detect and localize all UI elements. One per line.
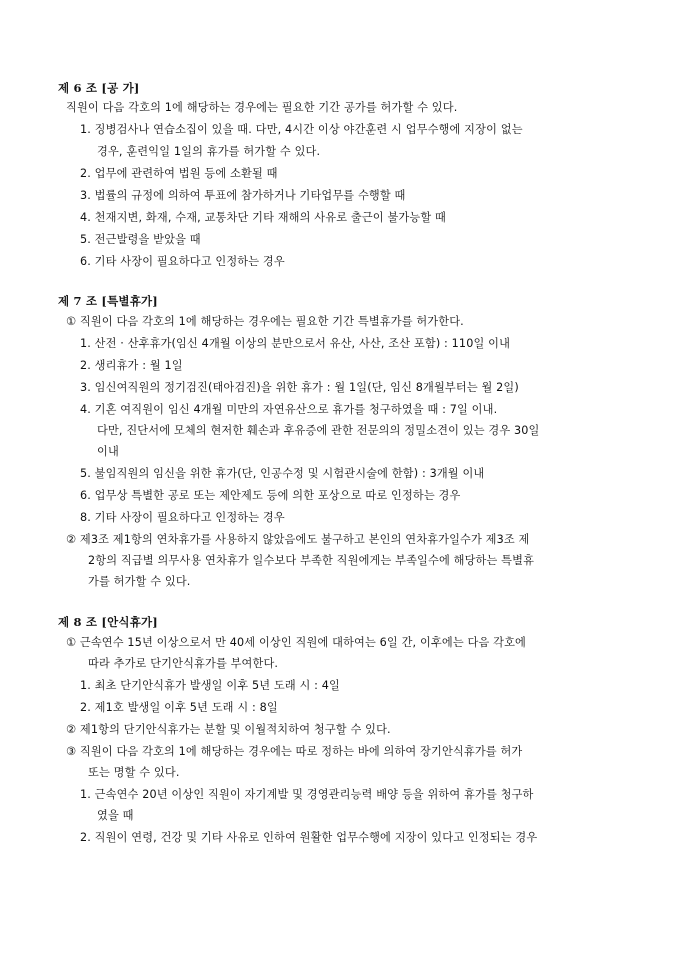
article-7-paragraph-2-continued: 2항의 직급별 의무사용 연차휴가 일수보다 부족한 직원에게는 부족일수에 해당하는 특별휴 [88,554,535,567]
article-7-item: 5. 불임직원의 임신을 위한 휴가(단, 인공수정 및 시험관시술에 한함) : 3개월 이내 [80,467,485,480]
article-7-item: 1. 산전 · 산후휴가(임신 4개월 이상의 분만으로서 유산, 사산, 조산 포함) : 110일 이내 [80,337,511,350]
article-7-item: 8. 기타 사장이 필요하다고 인정하는 경우 [80,511,285,524]
article-7-paragraph-1: ① 직원이 다음 각호의 1에 해당하는 경우에는 필요한 기간 특별휴가를 허가한다. [66,315,464,328]
article-8-item: 2. 직원이 연령, 건강 및 기타 사유로 인하여 원활한 업무수행에 지장이 있다고 인정되는 경우 [80,831,538,844]
article-8-item-continued: 였을 때 [97,809,134,822]
article-6-item: 3. 법률의 규정에 의하여 투표에 참가하거나 기타업무를 수행할 때 [80,189,406,202]
article-8-item: 1. 최초 단기안식휴가 발생일 이후 5년 도래 시 : 4일 [80,679,341,692]
article-7-item: 6. 업무상 특별한 공로 또는 제안제도 등에 의한 포상으로 따로 인정하는 경우 [80,489,461,502]
article-7-item-continued: 이내 [97,445,119,458]
article-8-item: 1. 근속연수 20년 이상인 직원이 자기계발 및 경영관리능력 배양 등을 위하여 휴가를 청구하 [80,788,534,801]
article-8-item: 2. 제1호 발생일 이후 5년 도래 시 : 8일 [80,701,278,714]
article-6-item: 2. 업무에 관련하여 법원 등에 소환될 때 [80,167,278,180]
article-7-paragraph-2-continued: 가를 허가할 수 있다. [88,575,191,588]
article-7-item: 2. 생리휴가 : 월 1일 [80,359,183,372]
article-6-item: 6. 기타 사장이 필요하다고 인정하는 경우 [80,255,285,268]
article-8-heading: 제 8 조 [안식휴가] [58,615,158,629]
article-6-item: 1. 징병검사나 연습소집이 있을 때. 다만, 4시간 이상 야간훈련 시 업무수행에 지장이 없는 [80,123,523,136]
article-7-paragraph-2: ② 제3조 제1항의 연차휴가를 사용하지 않았음에도 불구하고 본인의 연차휴가일수가 제3조 제 [66,533,530,546]
article-6-intro: 직원이 다음 각호의 1에 해당하는 경우에는 필요한 기간 공가를 허가할 수 있다. [66,101,458,114]
article-8-paragraph-1-continued: 따라 추가로 단기안식휴가를 부여한다. [88,657,279,670]
article-8-paragraph-1: ① 근속연수 15년 이상으로서 만 40세 이상인 직원에 대하여는 6일 간, 이후에는 다음 각호에 [66,636,526,649]
article-6-heading: 제 6 조 [공 가] [58,81,140,95]
article-6-item: 5. 전근발령을 받았을 때 [80,233,201,246]
article-7-heading: 제 7 조 [특별휴가] [58,294,158,308]
article-8-paragraph-3-continued: 또는 명할 수 있다. [88,766,180,779]
article-8-paragraph-3: ③ 직원이 다음 각호의 1에 해당하는 경우에는 따로 정하는 바에 의하여 장기안식휴가를 허가 [66,745,523,758]
article-6-item-continued: 경우, 훈련익일 1일의 휴가를 허가할 수 있다. [97,145,321,158]
article-7-item: 4. 기혼 여직원이 임신 4개월 미만의 자연유산으로 휴가를 청구하였을 때 : 7일 이내. [80,403,498,416]
article-8-paragraph-2: ② 제1항의 단기안식휴가는 분할 및 이월적치하여 청구할 수 있다. [66,723,391,736]
article-7-item-continued: 다만, 진단서에 모체의 현저한 훼손과 후유증에 관한 전문의의 정밀소견이 있는 경우 30일 [97,424,540,437]
article-7-item: 3. 임신여직원의 정기검진(태아검진)을 위한 휴가 : 월 1일(단, 임신 8개월부터는 월 2일) [80,381,519,394]
article-6-item: 4. 천재지변, 화재, 수재, 교통차단 기타 재해의 사유로 출근이 불가능할 때 [80,211,446,224]
